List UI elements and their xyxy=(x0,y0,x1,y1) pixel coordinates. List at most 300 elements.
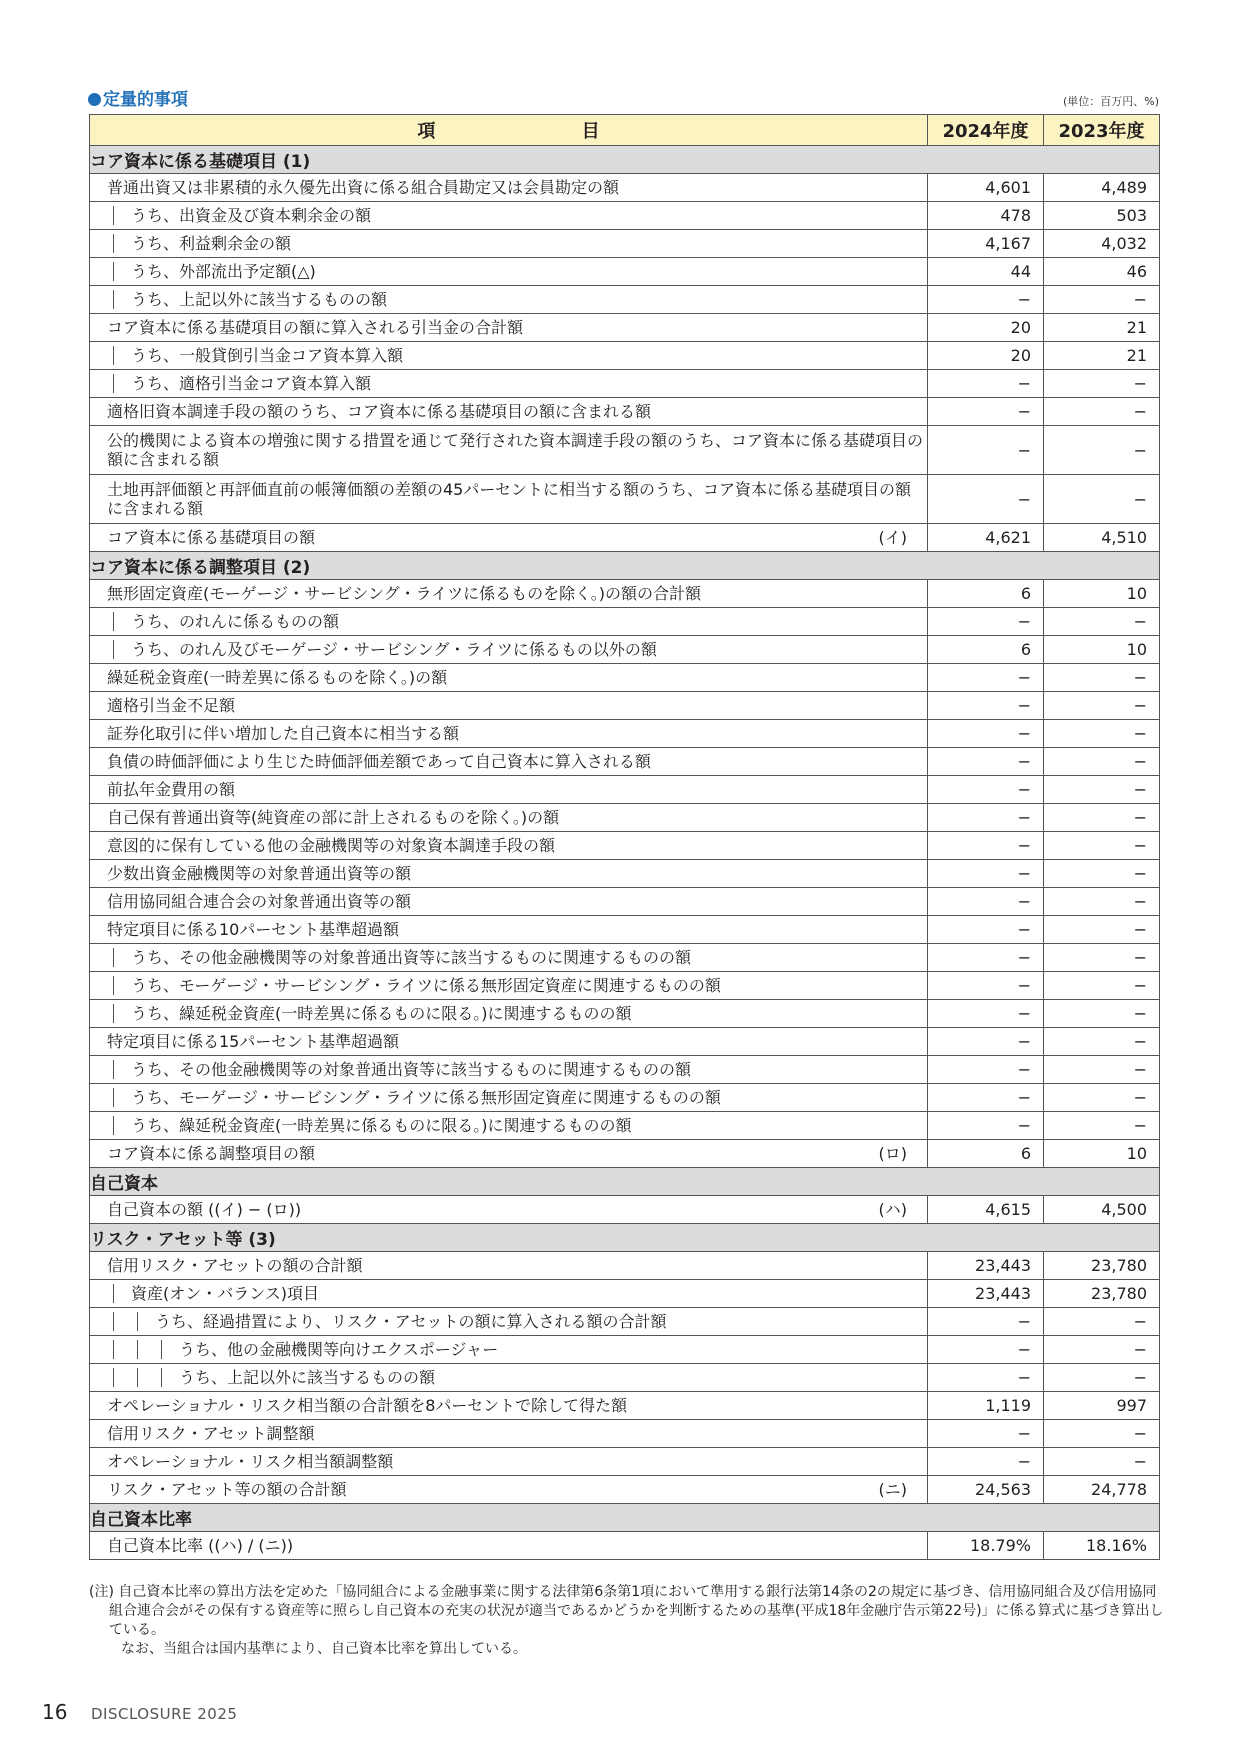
value-2023: − xyxy=(1044,1000,1160,1028)
footer-brand: DISCLOSURE 2025 xyxy=(91,1705,238,1723)
value-2023: 18.16% xyxy=(1044,1532,1160,1560)
value-2024: − xyxy=(928,1000,1044,1028)
table-row xyxy=(90,664,1160,692)
value-2024: − xyxy=(928,888,1044,916)
header-2024: 2024年度 xyxy=(928,115,1044,146)
value-2024: − xyxy=(928,664,1044,692)
row-label: 自己資本比率 ((ハ) / (ニ)) xyxy=(107,1535,294,1555)
value-2023: 21 xyxy=(1044,342,1160,370)
row-label-cell xyxy=(90,1196,928,1224)
value-2024: − xyxy=(928,776,1044,804)
value-2023: − xyxy=(1044,692,1160,720)
row-label-cell xyxy=(90,832,928,860)
row-label: オペレーショナル・リスク相当額調整額 xyxy=(107,1451,394,1471)
row-label-cell xyxy=(90,1280,928,1308)
row-label: 特定項目に係る10パーセント基準超過額 xyxy=(107,919,400,939)
value-2024: − xyxy=(928,286,1044,314)
page-number: 16 xyxy=(42,1700,68,1724)
indent-bar xyxy=(90,1060,114,1079)
row-reference-mark: (ニ) xyxy=(878,1479,907,1499)
value-2024: − xyxy=(928,692,1044,720)
table-row xyxy=(90,1196,1160,1224)
row-label: 普通出資又は非累積的永久優先出資に係る組合員勘定又は会員勘定の額 xyxy=(107,177,620,197)
indent-bar xyxy=(90,206,114,225)
row-label-container xyxy=(90,528,927,547)
row-label-cell xyxy=(90,1308,928,1336)
table-row xyxy=(90,888,1160,916)
row-label-cell xyxy=(90,804,928,832)
row-label: うち、その他金融機関等の対象普通出資等に該当するものに関連するものの額 xyxy=(131,947,692,967)
table-row xyxy=(90,860,1160,888)
indent-bar xyxy=(90,1368,114,1387)
value-2023: − xyxy=(1044,776,1160,804)
footnote-paragraph-2: なお、当組合は国内基準により、自己資本比率を算出している。 xyxy=(121,1641,527,1657)
value-2024: 18.79% xyxy=(928,1532,1044,1560)
row-label-cell xyxy=(90,608,928,636)
value-2023: 503 xyxy=(1044,202,1160,230)
table-row xyxy=(90,1056,1160,1084)
row-label-cell xyxy=(90,524,928,552)
value-2023: 10 xyxy=(1044,1140,1160,1168)
row-label: うち、モーゲージ・サービシング・ライツに係る無形固定資産に関連するものの額 xyxy=(131,975,721,995)
row-label-container xyxy=(138,1312,927,1331)
table-row xyxy=(90,832,1160,860)
row-label-cell xyxy=(90,664,928,692)
header-2023: 2023年度 xyxy=(1044,115,1160,146)
value-2023: 4,489 xyxy=(1044,174,1160,202)
row-label-container xyxy=(90,1480,927,1499)
table-row xyxy=(90,1420,1160,1448)
table-row xyxy=(90,1532,1160,1560)
row-label: うち、適格引当金コア資本算入額 xyxy=(131,373,372,393)
row-label-cell xyxy=(90,342,928,370)
row-label-container xyxy=(114,640,927,659)
value-2023: 997 xyxy=(1044,1392,1160,1420)
row-label-cell xyxy=(90,314,928,342)
indent-bar xyxy=(90,262,114,281)
value-2023: 23,780 xyxy=(1044,1252,1160,1280)
value-2024: − xyxy=(928,720,1044,748)
row-label-container xyxy=(114,290,927,309)
table-row xyxy=(90,804,1160,832)
row-label-cell xyxy=(90,692,928,720)
value-2024: 4,621 xyxy=(928,524,1044,552)
table-row xyxy=(90,608,1160,636)
indent-bar xyxy=(90,612,114,631)
table-row xyxy=(90,1084,1160,1112)
table-row xyxy=(90,370,1160,398)
row-label-cell xyxy=(90,1252,928,1280)
table-row xyxy=(90,475,1160,524)
indent-bar xyxy=(90,1088,114,1107)
table-row xyxy=(90,1252,1160,1280)
value-2024: − xyxy=(928,1084,1044,1112)
row-reference-mark: (イ) xyxy=(878,527,907,547)
row-label: うち、他の金融機関等向けエクスポージャー xyxy=(179,1339,499,1359)
row-label-cell xyxy=(90,475,928,524)
row-label-cell xyxy=(90,1140,928,1168)
value-2024: 4,601 xyxy=(928,174,1044,202)
row-label-container xyxy=(114,374,927,393)
row-label-cell xyxy=(90,1336,928,1364)
row-label: うち、上記以外に該当するものの額 xyxy=(131,289,388,309)
row-label-container xyxy=(114,1004,927,1023)
row-label-cell xyxy=(90,1392,928,1420)
indent-bar xyxy=(90,640,114,659)
row-label: 無形固定資産(モーゲージ・サービシング・ライツに係るものを除く。)の額の合計額 xyxy=(107,583,702,603)
value-2024: − xyxy=(928,398,1044,426)
indent-bar xyxy=(114,1312,138,1331)
row-label-cell xyxy=(90,776,928,804)
section-header-row xyxy=(90,146,1160,174)
indent-bar xyxy=(138,1368,162,1387)
value-2024: − xyxy=(928,748,1044,776)
row-label-container xyxy=(90,1200,927,1219)
value-2023: 23,780 xyxy=(1044,1280,1160,1308)
section-title-text: 定量的事項 xyxy=(103,90,188,110)
table-row xyxy=(90,916,1160,944)
value-2023: − xyxy=(1044,1056,1160,1084)
bullet-dot-icon xyxy=(88,93,101,106)
value-2024: 44 xyxy=(928,258,1044,286)
row-label: 繰延税金資産(一時差異に係るものを除く。)の額 xyxy=(107,667,448,687)
row-label-container xyxy=(90,668,927,687)
row-label: 信用リスク・アセットの額の合計額 xyxy=(107,1255,363,1275)
table-row xyxy=(90,1364,1160,1392)
value-2023: − xyxy=(1044,1308,1160,1336)
row-label-cell xyxy=(90,1364,928,1392)
row-label-cell xyxy=(90,580,928,608)
value-2024: − xyxy=(928,804,1044,832)
value-2023: − xyxy=(1044,1448,1160,1476)
row-label: 少数出資金融機関等の対象普通出資等の額 xyxy=(107,863,412,883)
row-label-cell xyxy=(90,1476,928,1504)
footnote-paragraph-1: (注) 自己資本比率の算出方法を定めた「協同組合による金融事業に関する法律第6条第1項において準用する銀行法第14条の2の規定に基づき、信用協同組合及び信用協同組合連合会がその保有する資産等に照らし自己資本の充実の状況が適当であるかどうかを判断するための基準(平成18年金融庁告示第22号)」に係る算式に基づき算出している。 xyxy=(89,1584,1164,1638)
value-2023: − xyxy=(1044,475,1160,524)
value-2023: − xyxy=(1044,370,1160,398)
row-label: オペレーショナル・リスク相当額の合計額を8パーセントで除して得た額 xyxy=(107,1395,628,1415)
value-2024: 20 xyxy=(928,314,1044,342)
row-label-container xyxy=(90,1256,927,1275)
indent-bar xyxy=(90,976,114,995)
value-2024: − xyxy=(928,1364,1044,1392)
row-label-cell xyxy=(90,1000,928,1028)
row-label: コア資本に係る基礎項目の額に算入される引当金の合計額 xyxy=(107,317,524,337)
table-row xyxy=(90,258,1160,286)
table-row xyxy=(90,426,1160,475)
row-label-cell xyxy=(90,1028,928,1056)
value-2024: 24,563 xyxy=(928,1476,1044,1504)
row-label: 特定項目に係る15パーセント基準超過額 xyxy=(107,1031,400,1051)
row-label-container xyxy=(90,864,927,883)
table-row xyxy=(90,524,1160,552)
value-2023: − xyxy=(1044,832,1160,860)
indent-bar xyxy=(114,1368,138,1387)
row-label-cell xyxy=(90,174,928,202)
value-2024: − xyxy=(928,916,1044,944)
row-label-container xyxy=(114,1088,927,1107)
value-2024: − xyxy=(928,972,1044,1000)
row-label: 適格旧資本調達手段の額のうち、コア資本に係る基礎項目の額に含まれる額 xyxy=(107,401,652,421)
table-row xyxy=(90,1000,1160,1028)
value-2023: − xyxy=(1044,1028,1160,1056)
row-label-cell xyxy=(90,748,928,776)
row-label-cell xyxy=(90,888,928,916)
table-row xyxy=(90,972,1160,1000)
row-label: 負債の時価評価により生じた時価評価差額であって自己資本に算入される額 xyxy=(107,751,651,771)
row-label-cell xyxy=(90,972,928,1000)
value-2023: − xyxy=(1044,426,1160,475)
row-label-cell xyxy=(90,1532,928,1560)
row-label-container xyxy=(114,206,927,225)
row-label: 自己保有普通出資等(純資産の部に計上されるものを除く。)の額 xyxy=(107,807,560,827)
indent-bar xyxy=(90,1004,114,1023)
value-2023: 4,500 xyxy=(1044,1196,1160,1224)
row-label-container xyxy=(90,1396,927,1415)
row-label-container xyxy=(162,1368,927,1387)
value-2023: 24,778 xyxy=(1044,1476,1160,1504)
table-row xyxy=(90,286,1160,314)
value-2023: − xyxy=(1044,860,1160,888)
row-reference-mark: (ハ) xyxy=(878,1199,907,1219)
row-label: うち、その他金融機関等の対象普通出資等に該当するものに関連するものの額 xyxy=(131,1059,692,1079)
value-2024: − xyxy=(928,860,1044,888)
value-2023: − xyxy=(1044,1112,1160,1140)
table-row xyxy=(90,776,1160,804)
section-header-row xyxy=(90,1168,1160,1196)
row-label-container xyxy=(90,696,927,715)
table-row xyxy=(90,230,1160,258)
row-label-cell xyxy=(90,426,928,475)
row-label-cell xyxy=(90,1056,928,1084)
row-label-container xyxy=(162,1340,927,1359)
row-label-cell xyxy=(90,1112,928,1140)
value-2023: − xyxy=(1044,944,1160,972)
indent-bar xyxy=(90,948,114,967)
row-label-container xyxy=(114,1060,927,1079)
table-row xyxy=(90,692,1160,720)
value-2023: − xyxy=(1044,1420,1160,1448)
row-label-cell xyxy=(90,370,928,398)
header-item: 項 目 xyxy=(90,115,928,146)
row-label: リスク・アセット等の額の合計額 xyxy=(107,1479,347,1499)
section-header-row xyxy=(90,552,1160,580)
row-label-cell xyxy=(90,860,928,888)
row-label: うち、出資金及び資本剰余金の額 xyxy=(131,205,372,225)
table-body xyxy=(90,146,1160,1560)
value-2024: 4,615 xyxy=(928,1196,1044,1224)
table-row xyxy=(90,1280,1160,1308)
row-label-cell xyxy=(90,1448,928,1476)
indent-bar xyxy=(90,290,114,309)
row-label-container xyxy=(90,724,927,743)
table-row xyxy=(90,398,1160,426)
table-row xyxy=(90,720,1160,748)
section-header-label: 自己資本 xyxy=(90,1168,1160,1196)
value-2024: − xyxy=(928,1112,1044,1140)
row-label: 公的機関による資本の増強に関する措置を通じて発行された資本調達手段の額のうち、コア資本に係る基礎項目の額に含まれる額 xyxy=(107,430,924,469)
value-2023: − xyxy=(1044,804,1160,832)
value-2023: − xyxy=(1044,398,1160,426)
value-2023: 10 xyxy=(1044,636,1160,664)
row-label-container xyxy=(90,892,927,911)
row-label: うち、繰延税金資産(一時差異に係るものに限る。)に関連するものの額 xyxy=(131,1115,632,1135)
value-2024: − xyxy=(928,1448,1044,1476)
row-label-container xyxy=(90,836,927,855)
indent-bar xyxy=(90,234,114,253)
value-2024: − xyxy=(928,944,1044,972)
table-row xyxy=(90,1336,1160,1364)
section-header-label: リスク・アセット等 (3) xyxy=(90,1224,1160,1252)
value-2024: 478 xyxy=(928,202,1044,230)
indent-bar xyxy=(90,1284,114,1303)
section-header-label: 自己資本比率 xyxy=(90,1504,1160,1532)
row-label-container xyxy=(90,178,927,197)
section-header-row xyxy=(90,1504,1160,1532)
value-2024: 6 xyxy=(928,1140,1044,1168)
row-label-container xyxy=(90,808,927,827)
value-2023: − xyxy=(1044,1336,1160,1364)
row-label-cell xyxy=(90,258,928,286)
row-label: うち、のれんに係るものの額 xyxy=(131,611,340,631)
value-2023: − xyxy=(1044,1364,1160,1392)
row-label-container xyxy=(114,346,927,365)
row-label-container xyxy=(90,1424,927,1443)
row-label: うち、繰延税金資産(一時差異に係るものに限る。)に関連するものの額 xyxy=(131,1003,632,1023)
row-label-cell xyxy=(90,230,928,258)
value-2023: − xyxy=(1044,608,1160,636)
table-row xyxy=(90,342,1160,370)
table-row xyxy=(90,580,1160,608)
value-2023: − xyxy=(1044,1084,1160,1112)
row-reference-mark: (ロ) xyxy=(878,1143,907,1163)
table-row xyxy=(90,314,1160,342)
value-2024: 6 xyxy=(928,580,1044,608)
value-2024: − xyxy=(928,475,1044,524)
unit-note: (単位：百万円、%) xyxy=(1062,95,1159,108)
row-label-container xyxy=(90,780,927,799)
value-2024: 23,443 xyxy=(928,1280,1044,1308)
row-label-container xyxy=(90,1536,927,1555)
row-label-cell xyxy=(90,916,928,944)
row-label: うち、経過措置により、リスク・アセットの額に算入される額の合計額 xyxy=(155,1311,667,1331)
value-2024: 23,443 xyxy=(928,1252,1044,1280)
table-row xyxy=(90,1140,1160,1168)
indent-bar xyxy=(90,1116,114,1135)
row-label: うち、一般貸倒引当金コア資本算入額 xyxy=(131,345,404,365)
row-label: 前払年金費用の額 xyxy=(107,779,236,799)
row-label-container xyxy=(114,1116,927,1135)
table-row xyxy=(90,174,1160,202)
row-label-container xyxy=(114,262,927,281)
row-label: うち、外部流出予定額(△) xyxy=(131,261,316,281)
row-label-cell xyxy=(90,1420,928,1448)
row-label-container xyxy=(90,431,927,469)
indent-bar xyxy=(90,346,114,365)
row-label-cell xyxy=(90,202,928,230)
row-label-cell xyxy=(90,398,928,426)
section-header-label: コア資本に係る基礎項目 (1) xyxy=(90,146,1160,174)
row-label-cell xyxy=(90,944,928,972)
table-row xyxy=(90,1112,1160,1140)
value-2023: − xyxy=(1044,286,1160,314)
row-label-container xyxy=(114,976,927,995)
row-label-container xyxy=(114,1284,927,1303)
row-label-container xyxy=(90,1452,927,1471)
value-2024: 20 xyxy=(928,342,1044,370)
value-2024: − xyxy=(928,608,1044,636)
row-label: 信用協同組合連合会の対象普通出資等の額 xyxy=(107,891,412,911)
value-2023: 4,510 xyxy=(1044,524,1160,552)
table-row xyxy=(90,636,1160,664)
row-label: 適格引当金不足額 xyxy=(107,695,236,715)
row-label: 自己資本の額 ((イ) − (ロ)) xyxy=(107,1199,302,1219)
row-label: 資産(オン・バランス)項目 xyxy=(131,1283,320,1303)
value-2024: − xyxy=(928,1420,1044,1448)
indent-bar xyxy=(138,1340,162,1359)
row-label-container xyxy=(90,920,927,939)
value-2023: − xyxy=(1044,748,1160,776)
row-label-container xyxy=(90,584,927,603)
capital-adequacy-table xyxy=(89,114,1160,1560)
table-row xyxy=(90,1448,1160,1476)
section-header-row xyxy=(90,1224,1160,1252)
value-2023: 46 xyxy=(1044,258,1160,286)
row-label: 信用リスク・アセット調整額 xyxy=(107,1423,315,1443)
value-2023: 10 xyxy=(1044,580,1160,608)
row-label: うち、のれん及びモーゲージ・サービシング・ライツに係るもの以外の額 xyxy=(131,639,657,659)
row-label: コア資本に係る基礎項目の額 xyxy=(107,527,316,547)
row-label-container xyxy=(114,234,927,253)
value-2023: − xyxy=(1044,888,1160,916)
row-label-container xyxy=(114,948,927,967)
table-row xyxy=(90,944,1160,972)
table-row xyxy=(90,1028,1160,1056)
indent-bar xyxy=(90,1312,114,1331)
section-header-label: コア資本に係る調整項目 (2) xyxy=(90,552,1160,580)
value-2024: − xyxy=(928,1056,1044,1084)
value-2023: − xyxy=(1044,664,1160,692)
row-label: コア資本に係る調整項目の額 xyxy=(107,1143,316,1163)
row-label-cell xyxy=(90,286,928,314)
value-2024: − xyxy=(928,426,1044,475)
table-row xyxy=(90,1308,1160,1336)
row-label-container xyxy=(114,612,927,631)
row-label-container xyxy=(90,480,927,518)
value-2023: 21 xyxy=(1044,314,1160,342)
value-2024: − xyxy=(928,370,1044,398)
value-2024: 4,167 xyxy=(928,230,1044,258)
row-label: 意図的に保有している他の金融機関等の対象資本調達手段の額 xyxy=(107,835,556,855)
row-label: うち、モーゲージ・サービシング・ライツに係る無形固定資産に関連するものの額 xyxy=(131,1087,721,1107)
row-label: うち、利益剰余金の額 xyxy=(131,233,292,253)
value-2024: − xyxy=(928,1336,1044,1364)
value-2023: − xyxy=(1044,972,1160,1000)
row-label-cell xyxy=(90,720,928,748)
row-label-container xyxy=(90,1144,927,1163)
row-label-container xyxy=(90,402,927,421)
value-2023: − xyxy=(1044,916,1160,944)
row-label: うち、上記以外に該当するものの額 xyxy=(179,1367,436,1387)
table-header-row xyxy=(90,115,1160,146)
value-2024: − xyxy=(928,1308,1044,1336)
indent-bar xyxy=(114,1340,138,1359)
table-row xyxy=(90,1476,1160,1504)
value-2023: − xyxy=(1044,720,1160,748)
table-row xyxy=(90,748,1160,776)
indent-bar xyxy=(90,374,114,393)
table-row xyxy=(90,202,1160,230)
